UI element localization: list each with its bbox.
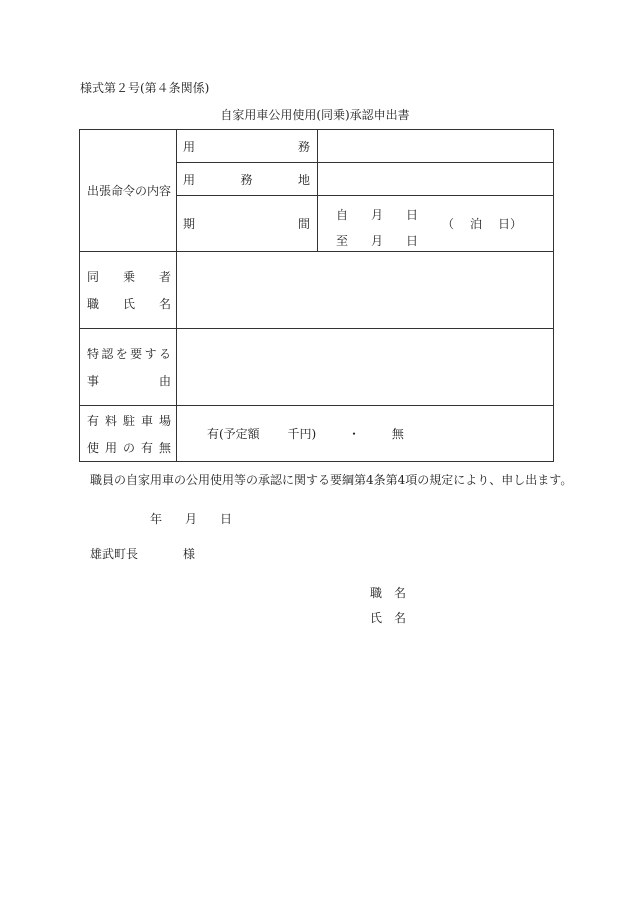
period-to-row: 至 月 日 — [336, 234, 418, 248]
business-label: 用 務 — [177, 130, 318, 163]
form-number: 様式第２号(第４条関係) — [80, 81, 210, 95]
trip-order-label: 出張命令の内容 — [80, 130, 177, 252]
application-table — [79, 129, 554, 462]
application-date[interactable]: 年 月 日 — [150, 512, 232, 526]
business-field[interactable] — [318, 130, 554, 163]
parking-no: 無 — [391, 427, 404, 441]
passenger-field[interactable] — [177, 252, 554, 329]
special-reason-field[interactable] — [177, 329, 554, 406]
document-title: 自家用車公用使用(同乗)承認申出書 — [220, 108, 410, 122]
period-field[interactable] — [318, 196, 554, 252]
nights-days: （ 泊 日） — [442, 217, 522, 231]
business-place-field[interactable] — [318, 163, 554, 196]
parking-separator: ・ — [348, 427, 361, 441]
paid-parking-label: 有 料 駐 車 場 使 用 の 有 無 — [80, 406, 177, 462]
addressee-honorific: 様 — [183, 547, 196, 561]
parking-yes: 有(予定額 — [207, 427, 260, 441]
period-label: 期 間 — [177, 196, 318, 252]
applicant-job-title[interactable]: 職 名 — [370, 586, 406, 600]
addressee: 雄武町長 — [90, 547, 139, 561]
parking-unit: 千円) — [287, 427, 317, 441]
special-reason-label: 特 認 を 要 す る 事 由 — [80, 329, 177, 406]
paid-parking-field[interactable] — [177, 406, 554, 462]
business-place-label: 用 務 地 — [177, 163, 318, 196]
applicant-name[interactable]: 氏 名 — [370, 611, 406, 625]
period-from-row: 自 月 日 — [336, 208, 418, 222]
passenger-label: 同 乗 者 職 氏 名 — [80, 252, 177, 329]
application-statement: 職員の自家用車の公用使用等の承認に関する要綱第4条第4項の規定により、申し出ます。 — [90, 473, 573, 487]
